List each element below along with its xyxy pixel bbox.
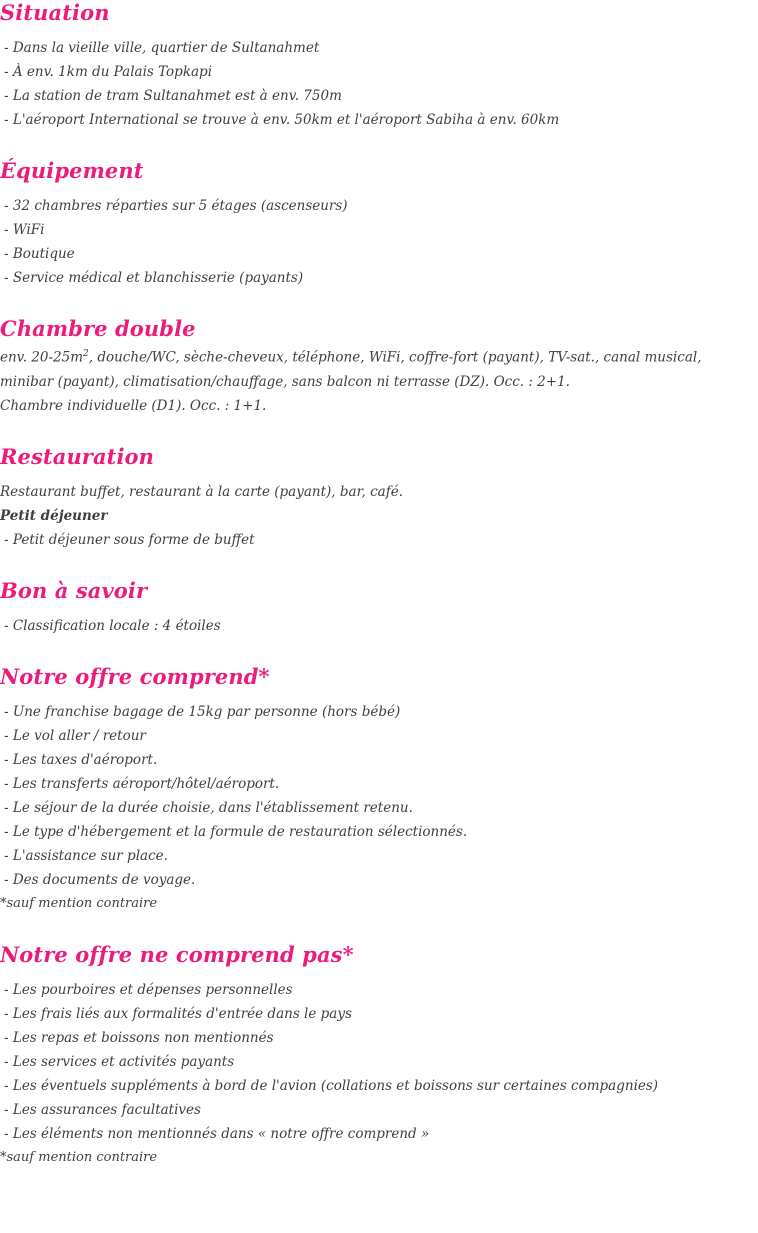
section-title-bon-a-savoir: Bon à savoir xyxy=(0,577,148,603)
list-item: - 32 chambres réparties sur 5 étages (ascenseurs) xyxy=(4,198,348,214)
section-title-offre-ne-comprend-pas: Notre offre ne comprend pas* xyxy=(0,941,354,967)
section-title-equipement: Équipement xyxy=(0,158,144,183)
room-amenities: , douche/WC, sèche-cheveux, téléphone, WiFi, coffre-fort (payant), TV-sat., canal musical, minibar (payant), climatisation/chauffage, sans balcon ni terrasse (DZ). Occ. : 2+1. xyxy=(0,349,702,390)
section-title-situation: Situation xyxy=(0,0,110,25)
offre-comprend-footnote: *sauf mention contraire xyxy=(0,895,158,911)
list-item: - Les services et activités payants xyxy=(4,1053,235,1070)
list-item: - L'assistance sur place. xyxy=(4,847,168,864)
list-item: - Le type d'hébergement et la formule de restauration sélectionnés. xyxy=(4,823,468,840)
list-item: - Le séjour de la durée choisie, dans l'établissement retenu. xyxy=(4,799,413,816)
section-title-offre-comprend: Notre offre comprend* xyxy=(0,663,270,689)
situation-list xyxy=(0,36,758,132)
restauration-description: Restaurant buffet, restaurant à la carte (payant), bar, café. xyxy=(0,483,404,500)
list-item: - Les taxes d'aéroport. xyxy=(4,751,158,768)
offre-comprend-list xyxy=(0,700,758,916)
section-situation xyxy=(0,0,758,132)
list-item: - Les repas et boissons non mentionnés xyxy=(4,1029,274,1046)
section-equipement xyxy=(0,158,758,290)
petit-dejeuner-subtitle: Petit déjeuner xyxy=(0,507,108,524)
section-offre-ne-comprend-pas xyxy=(0,942,758,1170)
list-item: - Boutique xyxy=(4,246,75,262)
list-item: - Une franchise bagage de 15kg par personne (hors bébé) xyxy=(4,703,401,720)
offre-ne-comprend-pas-footnote: *sauf mention contraire xyxy=(0,1149,158,1165)
list-item: - Des documents de voyage. xyxy=(4,871,196,888)
list-item: - Les transferts aéroport/hôtel/aéroport. xyxy=(4,775,280,792)
chambre-individuelle-description: Chambre individuelle (D1). Occ. : 1+1. xyxy=(0,397,267,414)
square-meter-exponent: 2 xyxy=(83,349,89,359)
list-item: - Le vol aller / retour xyxy=(4,727,146,744)
section-title-restauration: Restauration xyxy=(0,443,155,469)
room-size: env. 20-25m xyxy=(0,349,84,366)
list-item: - L'aéroport International se trouve à env. 50km et l'aéroport Sabiha à env. 60km xyxy=(4,112,560,128)
list-item: - Les assurances facultatives xyxy=(4,1101,201,1118)
section-restauration xyxy=(0,444,758,552)
section-title-chambre-double: Chambre double xyxy=(0,316,196,341)
section-chambre-double xyxy=(0,316,758,418)
list-item: - À env. 1km du Palais Topkapi xyxy=(4,64,213,80)
list-item: - Dans la vieille ville, quartier de Sultanahmet xyxy=(4,40,320,56)
list-item: - Les éventuels suppléments à bord de l'avion (collations et boissons sur certaines compagnies) xyxy=(4,1077,659,1094)
list-item: - Petit déjeuner sous forme de buffet xyxy=(4,531,255,548)
chambre-double-description xyxy=(0,342,758,394)
bon-a-savoir-list xyxy=(0,614,758,638)
list-item: - Service médical et blanchisserie (payants) xyxy=(4,270,304,286)
offre-ne-comprend-pas-list xyxy=(0,978,758,1170)
list-item: - WiFi xyxy=(4,222,45,238)
list-item: - Classification locale : 4 étoiles xyxy=(4,617,221,634)
restauration-content xyxy=(0,480,758,552)
list-item: - Les pourboires et dépenses personnelles xyxy=(4,981,293,998)
equipement-list xyxy=(0,194,758,290)
section-offre-comprend xyxy=(0,664,758,916)
section-bon-a-savoir xyxy=(0,578,758,638)
list-item: - Les éléments non mentionnés dans « notre offre comprend » xyxy=(4,1125,430,1142)
list-item: - La station de tram Sultanahmet est à env. 750m xyxy=(4,88,342,104)
list-item: - Les frais liés aux formalités d'entrée dans le pays xyxy=(4,1005,352,1022)
